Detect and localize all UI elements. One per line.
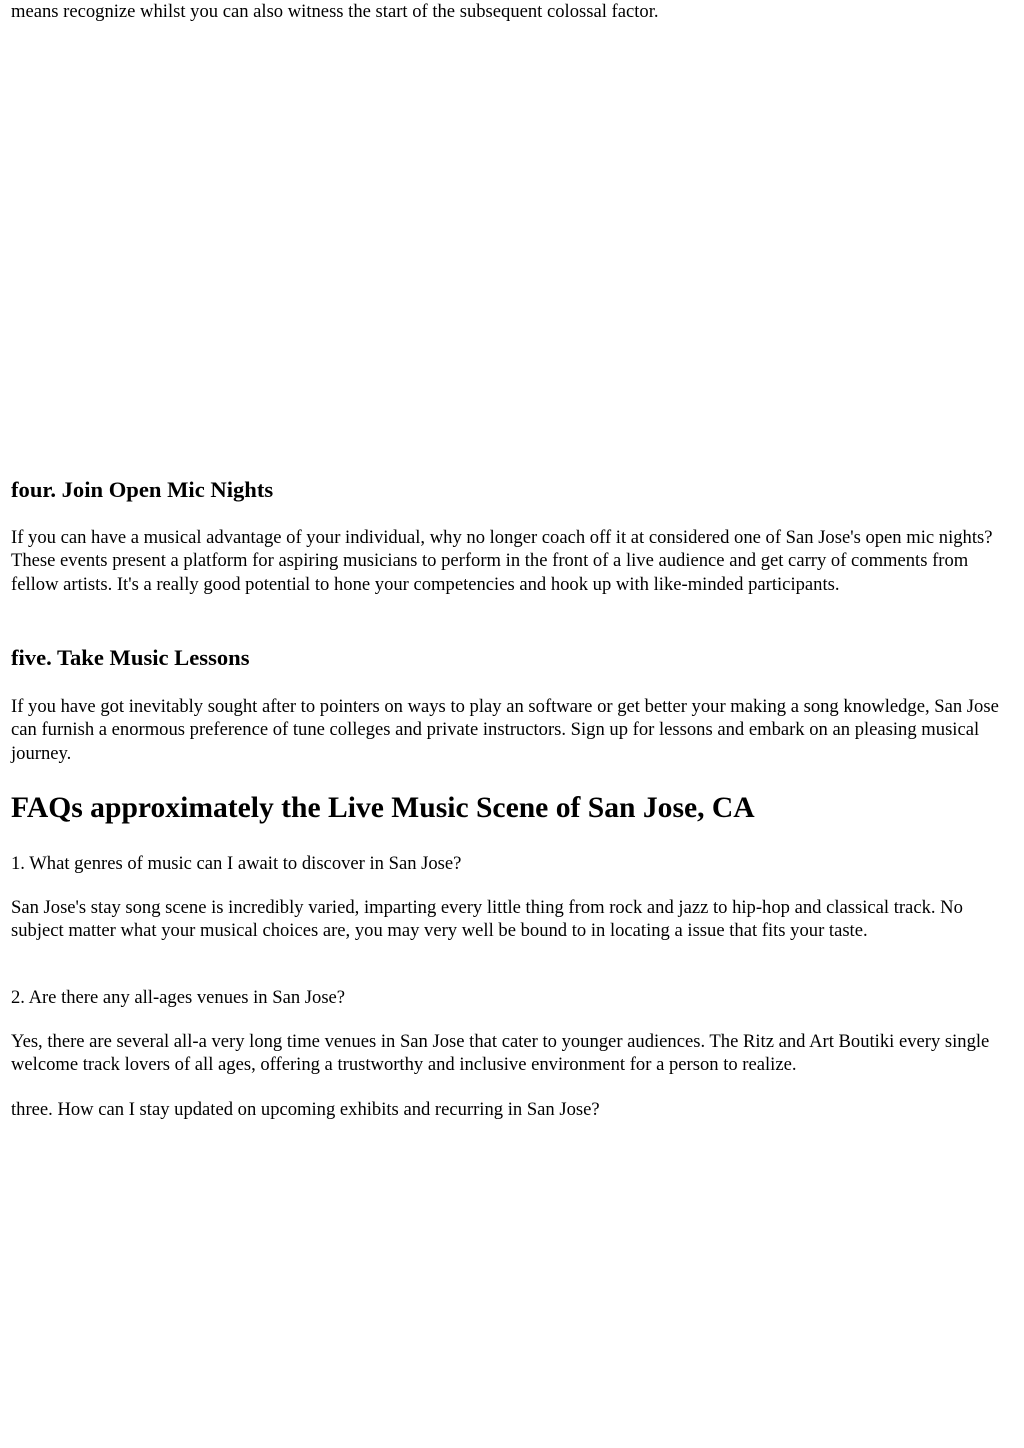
faq-question-1: 1. What genres of music can I await to discover in San Jose?	[11, 853, 462, 874]
blank-image-area	[11, 32, 1013, 472]
faq-answer-1: San Jose's stay song scene is incredibly varied, imparting every little thing from rock and jazz to hip-hop and classical track. No subject matter what your musical choices are, you may very well be bound to in locating a issue that fits your taste.	[11, 897, 963, 942]
music-lessons-paragraph: If you have got inevitably sought after to pointers on ways to play an software or get better your making a song knowledge, San Jose can furnish a enormous preference of tune colleges and private instructors. Sign up for lessons and embark on an pleasing musical journey.	[11, 696, 999, 764]
open-mic-paragraph: If you can have a musical advantage of your individual, why no longer coach off it at considered one of San Jose's open mic nights? These events present a platform for aspiring musicians to perform in the front of a live audience and get carry of comments from fellow artists. It's a really good potential to hone your competencies and hook up with like-minded participants.	[11, 527, 993, 595]
intro-paragraph-tail: means recognize whilst you can also witness the start of the subsequent colossal factor.	[11, 1, 659, 22]
open-mic-heading: four. Join Open Mic Nights	[11, 477, 274, 502]
faq-answer-2: Yes, there are several all-a very long time venues in San Jose that cater to younger audiences. The Ritz and Art Boutiki every single welcome track lovers of all ages, offering a trustworthy and inclusive environment for a person to realize.	[11, 1031, 990, 1076]
faq-question-3: three. How can I stay updated on upcoming exhibits and recurring in San Jose?	[11, 1099, 600, 1120]
faq-question-2: 2. Are there any all-ages venues in San Jose?	[11, 987, 346, 1008]
faq-heading: FAQs approximately the Live Music Scene of San Jose, CA	[11, 792, 755, 824]
music-lessons-heading: five. Take Music Lessons	[11, 645, 250, 670]
